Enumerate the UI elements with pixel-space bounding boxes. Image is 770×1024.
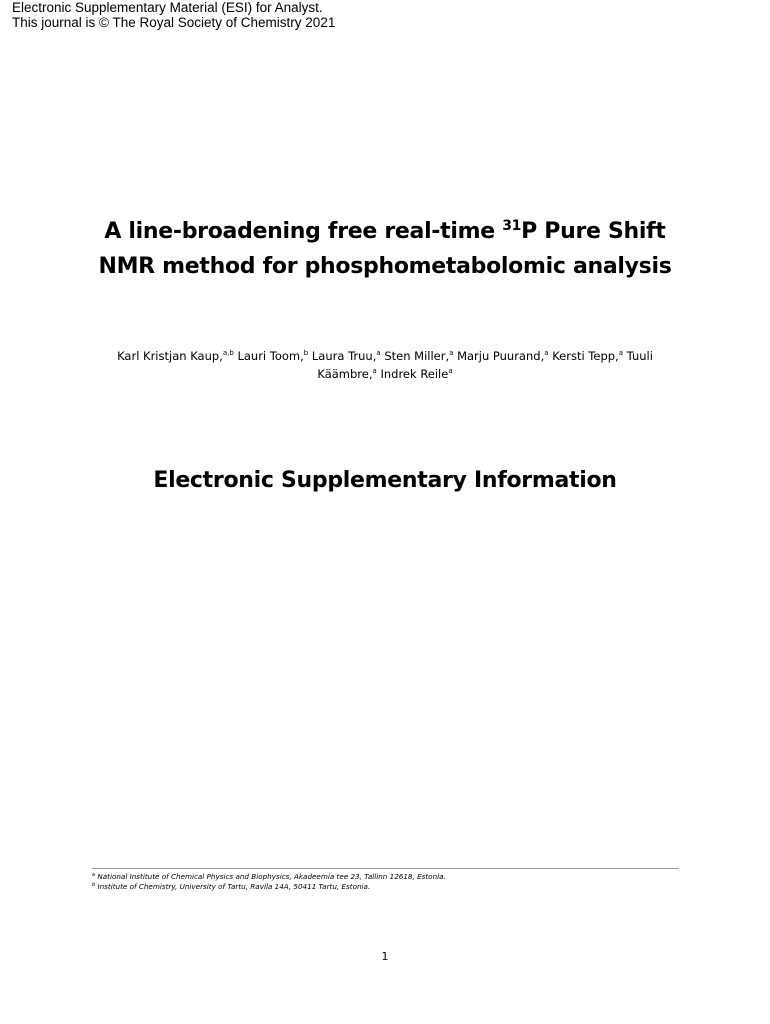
author-name: Tuuli Käämbre, — [317, 349, 653, 381]
author-affiliation-mark: a — [376, 349, 381, 357]
footnote-a — [92, 872, 679, 882]
author-name: Karl Kristjan Kaup, — [117, 349, 223, 363]
paper-title — [0, 214, 770, 284]
footnote-text: National Institute of Chemical Physics and Biophysics, Akadeemia tee 23, Tallinn 12618, Estonia. — [97, 872, 446, 881]
paper-title-part-2: P Pure Shift — [521, 219, 666, 244]
author-name: Sten Miller, — [384, 349, 450, 363]
page-number: 1 — [381, 950, 389, 963]
section-title: Electronic Supplementary Information — [153, 468, 617, 493]
paper-title-part-1: A line-broadening free real-time — [104, 219, 503, 244]
author-name: Marju Puurand, — [457, 349, 545, 363]
author-affiliation-mark: a — [618, 349, 624, 357]
paper-title-line-1 — [0, 214, 770, 249]
author-name: Lauri Toom, — [237, 349, 304, 363]
author-affiliation-mark: b — [303, 349, 309, 357]
author-affiliation-mark: a — [372, 367, 377, 375]
isotope-superscript: 31 — [502, 218, 522, 234]
author-affiliation-mark: a — [449, 349, 454, 357]
author-name: Laura Truu, — [311, 349, 377, 363]
author-name: Kersti Tepp, — [552, 349, 619, 363]
footnote-mark: a — [92, 872, 96, 878]
author-affiliation-mark: a,b — [222, 349, 234, 357]
footnote-mark: b — [92, 882, 96, 888]
footnote-divider — [92, 868, 679, 869]
esi-header-journal: Electronic Supplementary Material (ESI) for Analyst. — [12, 0, 323, 15]
paper-title-line-2: NMR method for phosphometabolomic analysis — [98, 254, 672, 279]
esi-header-copyright: This journal is © The Royal Society of Chemistry 2021 — [12, 15, 336, 30]
author-name: Indrek Reile — [380, 367, 449, 381]
footnote-b — [92, 882, 679, 892]
esi-header — [12, 0, 335, 30]
author-affiliation-mark: a — [544, 349, 549, 357]
author-list — [95, 347, 675, 383]
footnote-text: Institute of Chemistry, University of Tartu, Ravila 14A, 50411 Tartu, Estonia. — [97, 882, 371, 891]
author-affiliation-mark: a — [448, 367, 453, 375]
affiliation-footnotes — [92, 872, 679, 892]
